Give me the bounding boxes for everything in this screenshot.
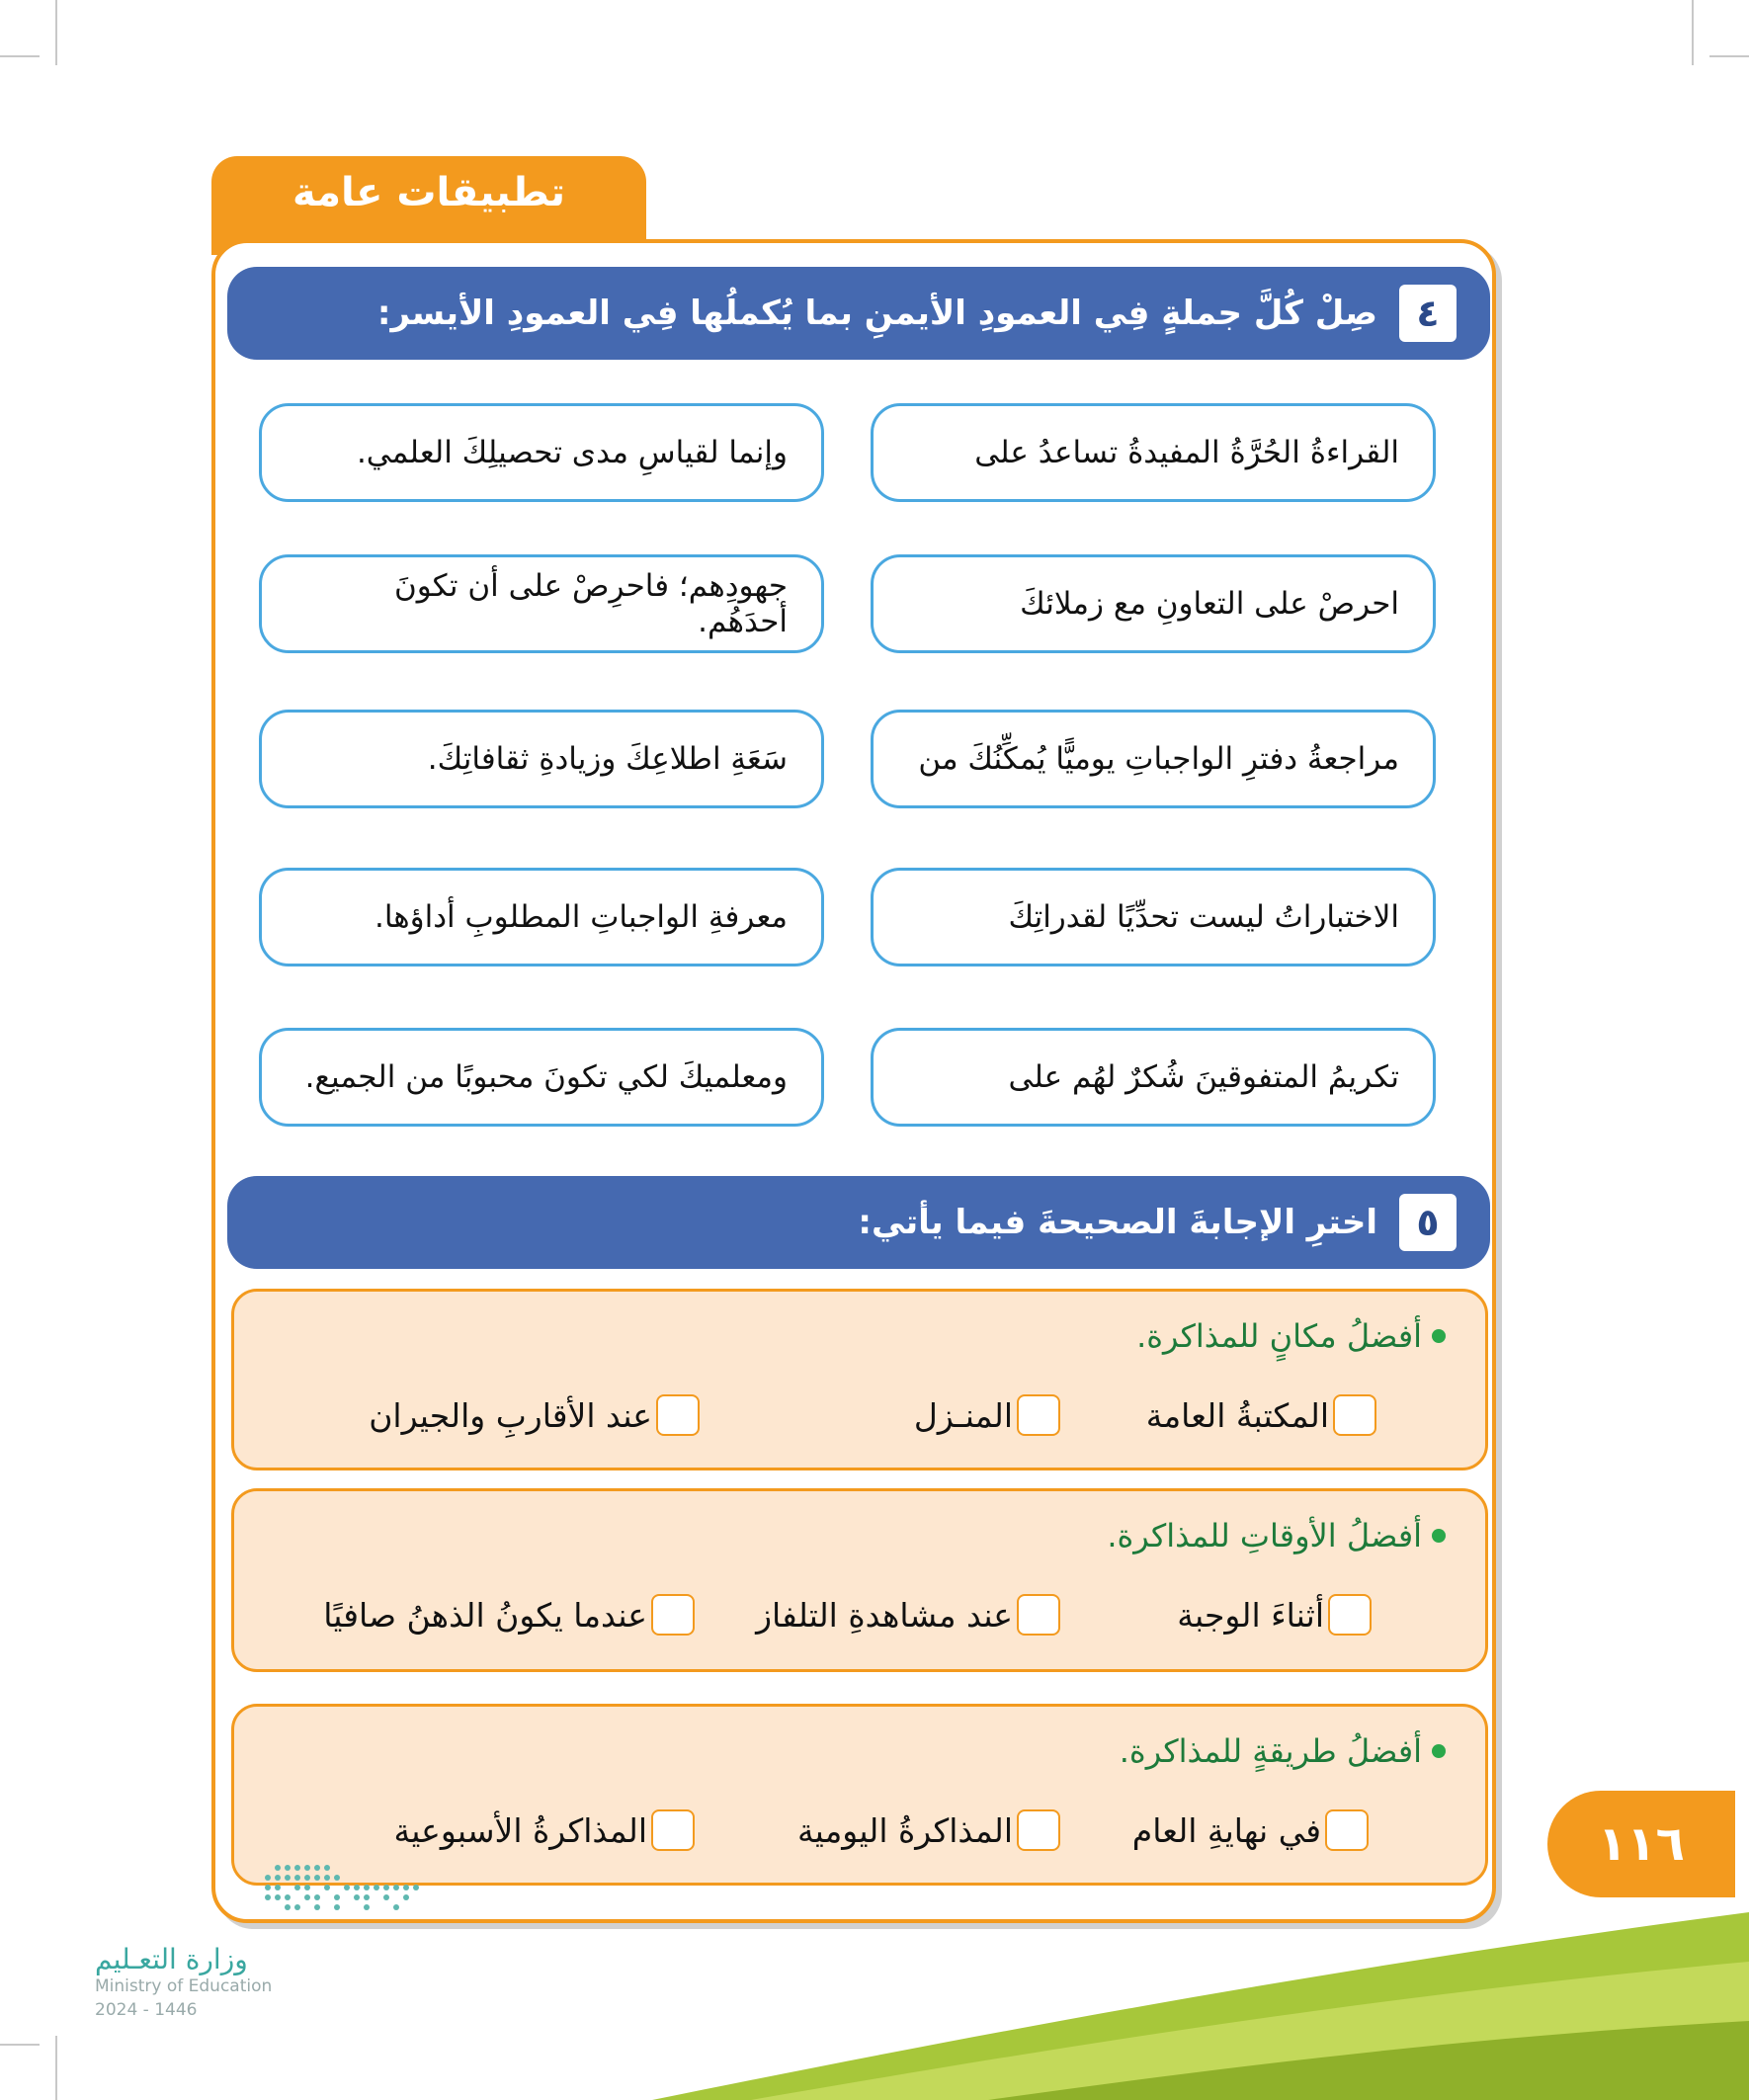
checkbox[interactable] [651, 1809, 695, 1851]
checkbox[interactable] [651, 1594, 695, 1636]
dots-logo-icon [174, 1858, 431, 1927]
checkbox[interactable] [1333, 1394, 1376, 1436]
left-column-item[interactable]: سَعَةِ اطلاعِكَ وزيادةِ ثقافاتِكَ. [259, 710, 824, 808]
checkbox[interactable] [656, 1394, 700, 1436]
question-5-header [227, 1176, 1490, 1269]
right-column-item[interactable]: مراجعةُ دفترِ الواجباتِ يوميًّا يُمكِّنُكَ من [871, 710, 1436, 808]
checkbox[interactable] [1325, 1809, 1369, 1851]
choice-question [231, 1488, 1488, 1672]
question-4-header [227, 267, 1490, 360]
question-instruction: اخترِ الإجابةَ الصحيحةَ فيما يأتي: [858, 1203, 1377, 1242]
right-column-item[interactable]: احرصْ على التعاونِ مع زملائكَ [871, 554, 1436, 653]
choice-prompt: أفضلُ طريقةٍ للمذاكرة. [1120, 1732, 1446, 1770]
section-title: تطبيقات عامة [292, 170, 565, 215]
option[interactable]: المنـزل [914, 1394, 1060, 1436]
right-column-item[interactable]: القراءةُ الحُرَّةُ المفيدةُ تساعدُ على [871, 403, 1436, 502]
right-column-item[interactable]: الاختباراتُ ليست تحدِّيًا لقدراتِكَ [871, 868, 1436, 966]
checkbox[interactable] [1017, 1594, 1060, 1636]
option[interactable]: عندما يكونُ الذهنُ صافيًا [323, 1594, 695, 1636]
left-column-item[interactable]: ومعلميكَ لكي تكونَ محبوبًا من الجميع. [259, 1028, 824, 1127]
ministry-name-ar: وزارة التعـليم [95, 1943, 248, 1975]
bullet-icon [1432, 1529, 1446, 1543]
option[interactable]: المذاكرةُ اليومية [797, 1809, 1060, 1851]
page-number: ١١٦ [1547, 1791, 1735, 1897]
option[interactable]: عند الأقاربِ والجيران [369, 1394, 700, 1436]
left-column-item[interactable]: معرفةِ الواجباتِ المطلوبِ أداؤها. [259, 868, 824, 966]
bullet-icon [1432, 1329, 1446, 1343]
ministry-name-en: Ministry of Education [95, 1976, 273, 1996]
checkbox[interactable] [1017, 1394, 1060, 1436]
option[interactable]: عند مشاهدةِ التلفاز [756, 1594, 1060, 1636]
option[interactable]: أثناءَ الوجبة [1177, 1594, 1372, 1636]
option[interactable]: في نهايةِ العام [1132, 1809, 1369, 1851]
checkbox[interactable] [1328, 1594, 1372, 1636]
checkbox[interactable] [1017, 1809, 1060, 1851]
left-column-item[interactable]: جهودِهم؛ فاحرِصْ على أن تكونَ أحدَهُم. [259, 554, 824, 653]
question-number: ٥ [1399, 1194, 1457, 1251]
right-column-item[interactable]: تكريمُ المتفوقينَ شُكرٌ لهُم على [871, 1028, 1436, 1127]
option[interactable]: المذاكرةُ الأسبوعية [394, 1809, 695, 1851]
choice-question [231, 1289, 1488, 1470]
bullet-icon [1432, 1744, 1446, 1758]
edition-year: 2024 - 1446 [95, 2000, 198, 2020]
choice-prompt: أفضلُ مكانٍ للمذاكرة. [1136, 1317, 1446, 1355]
left-column-item[interactable]: وإنما لقياسِ مدى تحصيلِكَ العلمي. [259, 403, 824, 502]
question-number: ٤ [1399, 285, 1457, 342]
question-instruction: صِلْ كُلَّ جملةٍ فِي العمودِ الأيمنِ بما يُكملُها فِي العمودِ الأيسر: [376, 294, 1377, 333]
option[interactable]: المكتبةُ العامة [1146, 1394, 1376, 1436]
choice-prompt: أفضلُ الأوقاتِ للمذاكرة. [1107, 1517, 1446, 1554]
